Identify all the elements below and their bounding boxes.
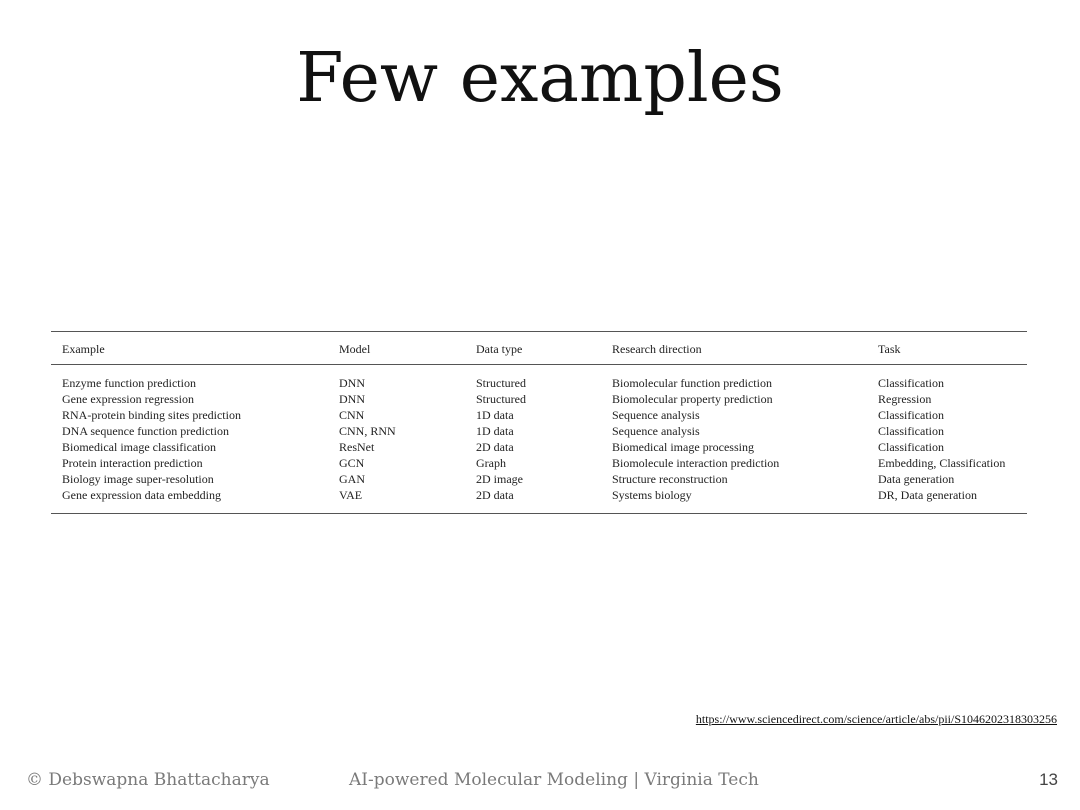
source-link[interactable]: https://www.sciencedirect.com/science/article/abs/pii/S1046202318303256 bbox=[695, 712, 1057, 726]
cell-research-direction: Biomedical image processing bbox=[612, 440, 754, 454]
page-number: 13 bbox=[1039, 770, 1058, 789]
header-research-direction: Research direction bbox=[612, 342, 702, 356]
cell-example: Biology image super-resolution bbox=[62, 472, 214, 486]
cell-task: Classification bbox=[878, 440, 944, 454]
examples-table-container bbox=[51, 331, 1027, 514]
table-row bbox=[51, 471, 1027, 487]
table-row bbox=[51, 407, 1027, 423]
cell-data-type: Structured bbox=[476, 376, 526, 390]
cell-model: CNN bbox=[339, 408, 365, 422]
cell-research-direction: Biomolecular function prediction bbox=[612, 376, 772, 390]
table-row bbox=[51, 391, 1027, 407]
cell-model: CNN, RNN bbox=[339, 424, 396, 438]
table-row bbox=[51, 439, 1027, 455]
header-data-type: Data type bbox=[476, 342, 523, 356]
cell-example: RNA-protein binding sites prediction bbox=[62, 408, 241, 422]
cell-task: Regression bbox=[878, 392, 932, 406]
footer-course: AI-powered Molecular Modeling | Virginia Tech bbox=[349, 770, 759, 790]
cell-task: Classification bbox=[878, 424, 944, 438]
cell-example: DNA sequence function prediction bbox=[62, 424, 229, 438]
cell-research-direction: Sequence analysis bbox=[612, 408, 700, 422]
cell-data-type: Structured bbox=[476, 392, 526, 406]
cell-model: DNN bbox=[339, 392, 365, 406]
footer-author: © Debswapna Bhattacharya bbox=[26, 770, 270, 790]
cell-research-direction: Biomolecule interaction prediction bbox=[612, 456, 780, 470]
cell-model: GCN bbox=[339, 456, 365, 470]
cell-model: ResNet bbox=[339, 440, 375, 454]
table-header-row bbox=[51, 332, 1027, 365]
cell-data-type: 2D data bbox=[476, 440, 514, 454]
examples-table bbox=[51, 331, 1027, 514]
header-example: Example bbox=[62, 342, 105, 356]
cell-research-direction: Structure reconstruction bbox=[612, 472, 728, 486]
cell-example: Gene expression regression bbox=[62, 392, 194, 406]
table-row bbox=[51, 365, 1027, 392]
cell-research-direction: Systems biology bbox=[612, 488, 692, 502]
cell-research-direction: Sequence analysis bbox=[612, 424, 700, 438]
cell-example: Biomedical image classification bbox=[62, 440, 216, 454]
table-header bbox=[51, 332, 1027, 365]
header-model: Model bbox=[339, 342, 371, 356]
cell-example: Enzyme function prediction bbox=[62, 376, 196, 390]
cell-example: Protein interaction prediction bbox=[62, 456, 203, 470]
cell-task: Data generation bbox=[878, 472, 955, 486]
table-body bbox=[51, 365, 1027, 514]
header-task: Task bbox=[878, 342, 901, 356]
cell-model: GAN bbox=[339, 472, 365, 486]
cell-data-type: 2D image bbox=[476, 472, 523, 486]
table-row bbox=[51, 455, 1027, 471]
cell-task: Classification bbox=[878, 408, 944, 422]
cell-data-type: 1D data bbox=[476, 424, 514, 438]
cell-model: DNN bbox=[339, 376, 365, 390]
cell-task: DR, Data generation bbox=[878, 488, 977, 502]
cell-model: VAE bbox=[339, 488, 363, 502]
table-row bbox=[51, 487, 1027, 514]
cell-data-type: Graph bbox=[476, 456, 506, 470]
cell-research-direction: Biomolecular property prediction bbox=[612, 392, 773, 406]
cell-example: Gene expression data embedding bbox=[62, 488, 221, 502]
cell-task: Embedding, Classification bbox=[878, 456, 1006, 470]
table-row bbox=[51, 423, 1027, 439]
cell-task: Classification bbox=[878, 376, 944, 390]
cell-data-type: 2D data bbox=[476, 488, 514, 502]
cell-data-type: 1D data bbox=[476, 408, 514, 422]
slide-title: Few examples bbox=[296, 39, 784, 118]
